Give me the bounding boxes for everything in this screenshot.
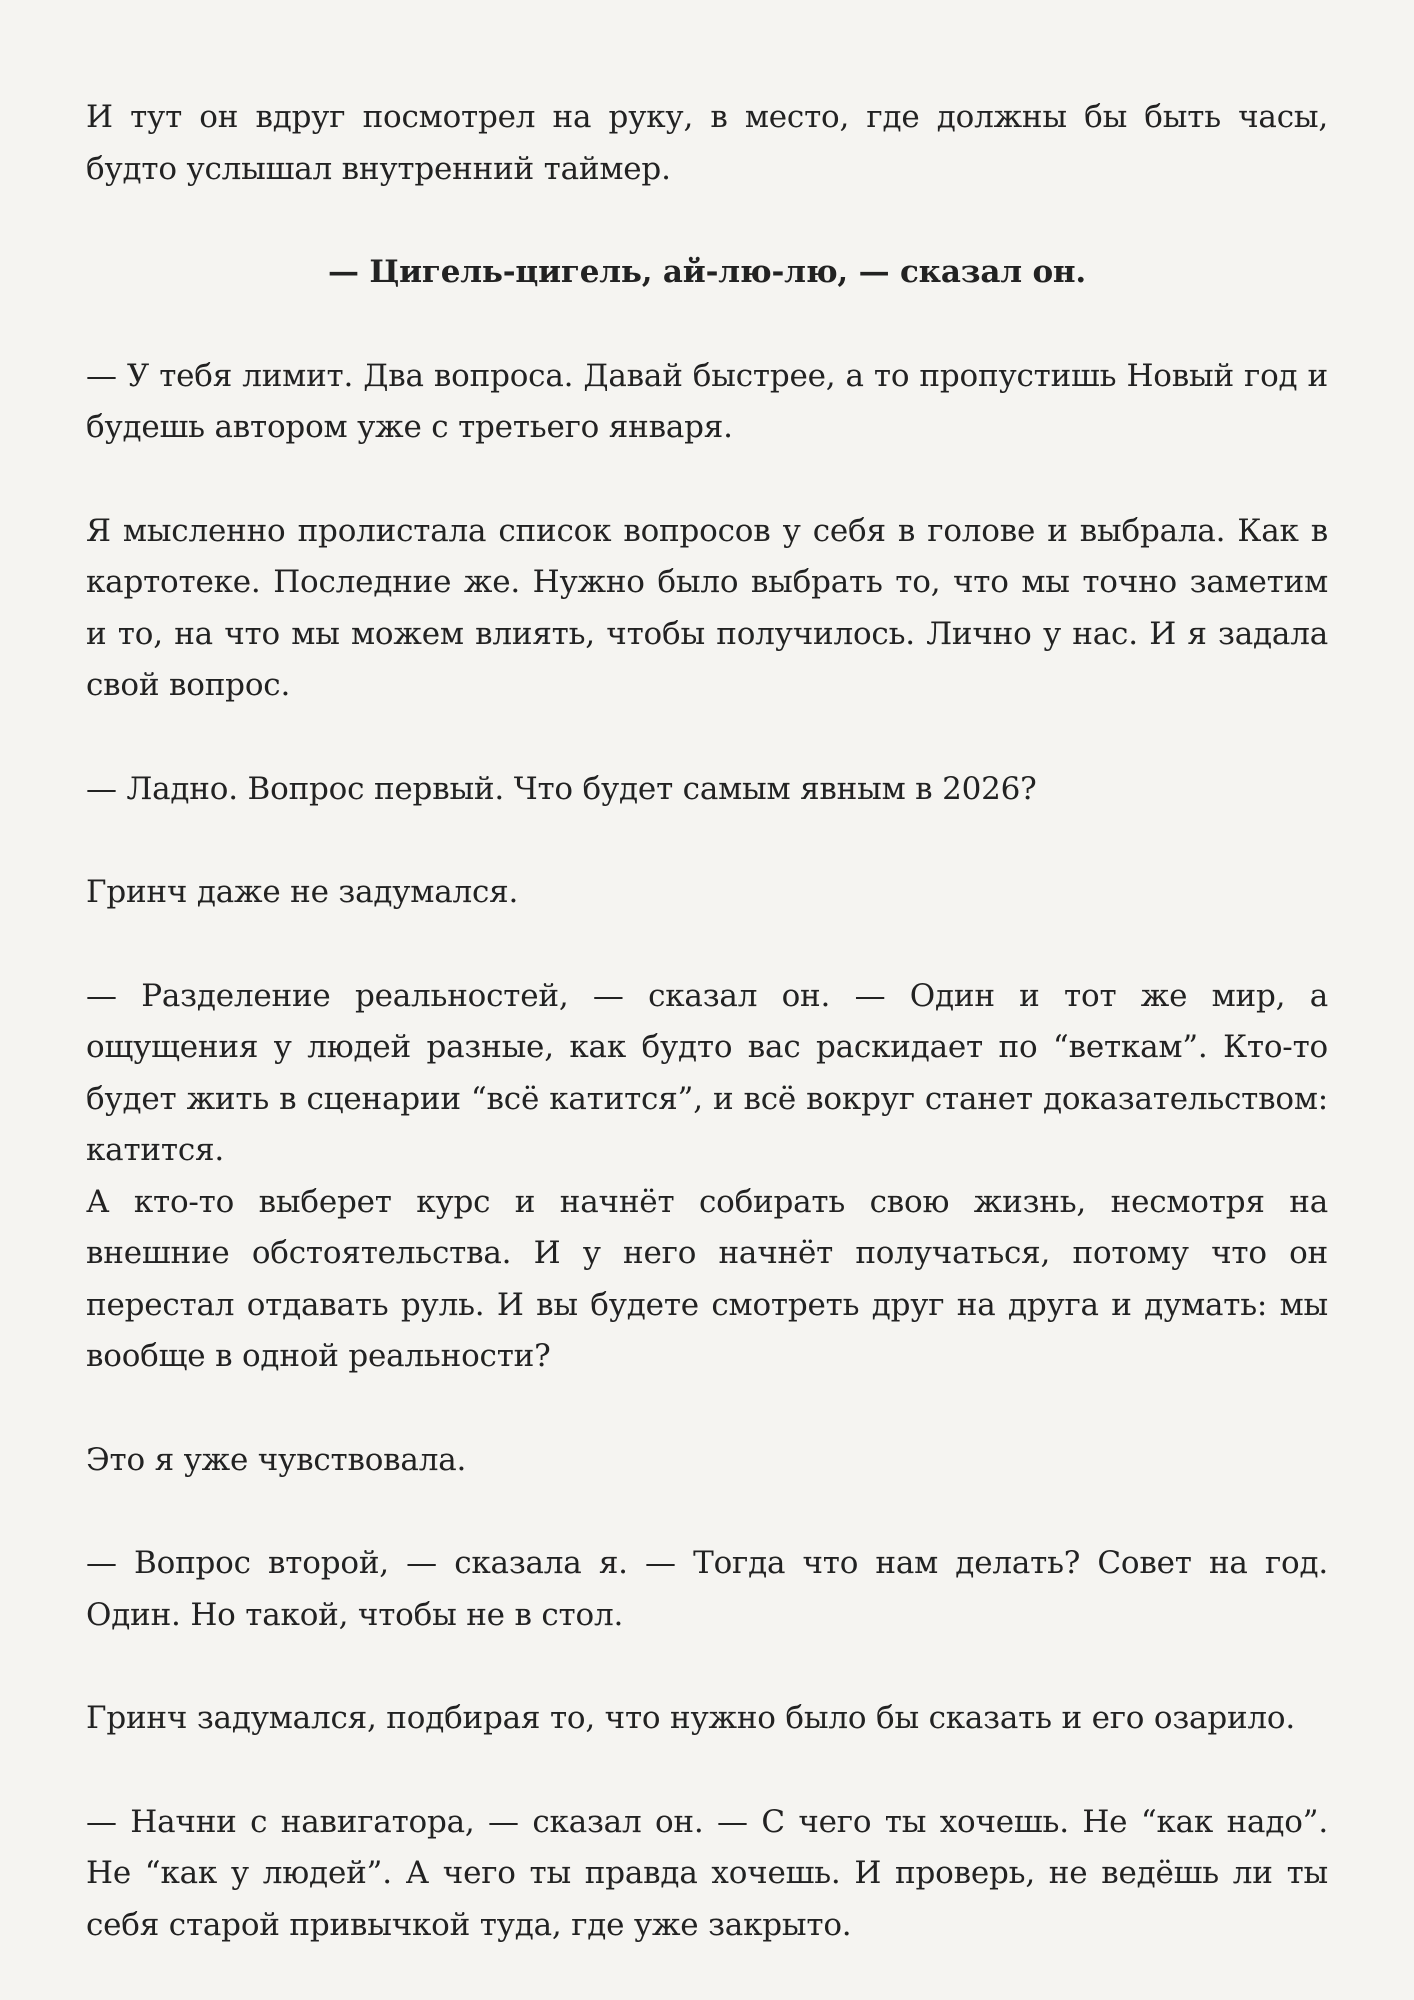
paragraph-12: — Начни с навигатора, — сказал он. — С чего ты хочешь. Не “как надо”. Не “как у людей”. А чего ты правда хочешь. И проверь, не ведёшь ли ты себя старой привычкой туда, где уже закрыто. (86, 1803, 1328, 1943)
paragraph-4: Я мысленно пролистала список вопросов у себя в голове и выбрала. Как в картотеке. Последние же. Нужно было выбрать то, что мы точно заметим и то, на что мы можем влиять, чтобы получилось. Лично у нас. И я задала свой вопрос. (86, 512, 1328, 703)
paragraph-11: Гринч задумался, подбирая то, что нужно было бы сказать и его озарило. (86, 1700, 1296, 1736)
paragraph-1: И тут он вдруг посмотрел на руку, в место, где должны бы быть часы, будто услышал внутренний таймер. (86, 99, 1328, 187)
paragraph-9: Это я уже чувствовала. (86, 1441, 467, 1478)
paragraph-8: А кто-то выберет курс и начнёт собирать свою жизнь, несмотря на внешние обстоятельства. И у него начнёт получаться, потому что он перестал отдавать руль. И вы будете смотреть друг на друга и думать: мы вообще в одной реальности? (86, 1183, 1328, 1374)
document-body (86, 92, 1328, 1951)
paragraph-10: — Вопрос второй, — сказала я. — Тогда что нам делать? Совет на год. Один. Но такой, чтобы не в стол. (86, 1545, 1328, 1633)
paragraph-2-bold-quote: — Цигель-цигель, ай-лю-лю, — сказал он. (327, 254, 1087, 290)
paragraph-3: — У тебя лимит. Два вопроса. Давай быстрее, а то пропустишь Новый год и будешь автором уже с третьего января. (86, 357, 1328, 445)
paragraph-6: Гринч даже не задумался. (86, 874, 519, 910)
paragraph-5: — Ладно. Вопрос первый. Что будет самым явным в 2026? (86, 770, 1037, 807)
paragraph-7: — Разделение реальностей, — сказал он. — Один и тот же мир, а ощущения у людей разные, как будто вас раскидает по “веткам”. Кто-то будет жить в сценарии “всё катится”, и всё вокруг станет доказательством: катится. (86, 977, 1328, 1168)
